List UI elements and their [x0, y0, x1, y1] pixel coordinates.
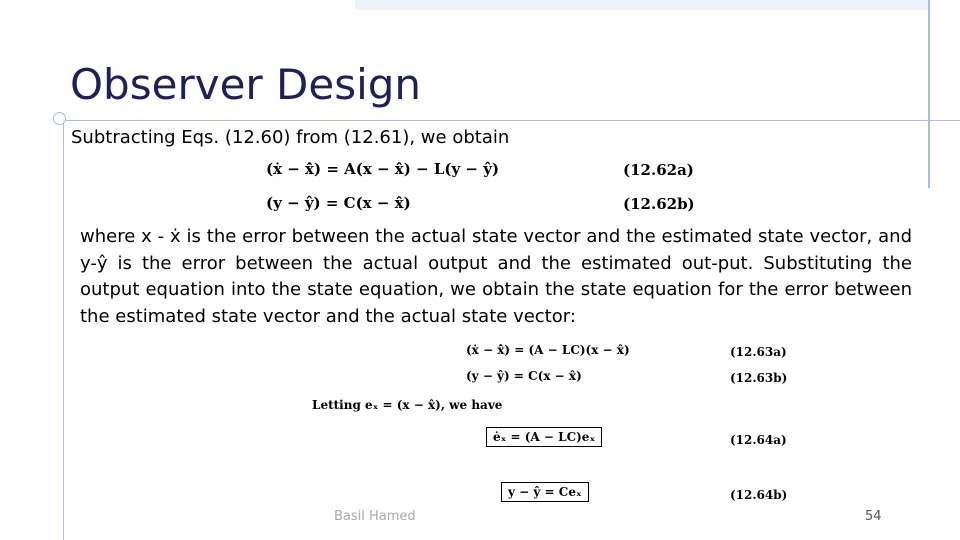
- equation-label-12-63b: (12.63b): [730, 371, 788, 385]
- footer-author: Basil Hamed: [334, 509, 416, 524]
- slide-title: Observer Design: [70, 60, 422, 109]
- left-decoration-line: [63, 113, 64, 540]
- equation-label-12-64a: (12.64a): [730, 433, 787, 447]
- equation-12-63a: (ẋ − x̂̇) = (A − LC)(x − x̂): [466, 343, 630, 357]
- equation-label-12-63a: (12.63a): [730, 345, 787, 359]
- letting-text: Letting eₓ = (x − x̂), we have: [312, 398, 503, 412]
- equation-label-12-64b: (12.64b): [730, 488, 788, 502]
- top-decoration-bar: [355, 0, 930, 10]
- body-paragraph: where x - ẋ is the error between the actual state vector and the estimated state vector, and y-ŷ is the error between the actual output and the estimated out-put. Substituting the output equation into the state equation, we obtain the state equation for the error between the estimated state vector and the actual state vector:: [80, 226, 912, 327]
- page-number: 54: [865, 509, 882, 524]
- equation-block-12-63-12-64: [306, 340, 794, 516]
- equation-block-12-62: [248, 154, 695, 218]
- equation-12-64a: ėₓ = (A − LC)eₓ: [486, 427, 602, 447]
- title-underline: [55, 120, 960, 121]
- decoration-ring: [53, 112, 66, 125]
- equation-label-12-62b: (12.62b): [623, 195, 695, 213]
- equation-12-63b: (y − ŷ) = C(x − x̂): [466, 369, 582, 383]
- equation-label-12-62a: (12.62a): [623, 161, 694, 179]
- equation-12-62b: (y − ŷ) = C(x − x̂): [266, 194, 411, 212]
- equation-12-64b: y − ŷ = Ceₓ: [501, 482, 589, 502]
- right-decoration-line: [928, 0, 930, 188]
- slide-subtitle: Subtracting Eqs. (12.60) from (12.61), we obtain: [71, 127, 510, 148]
- equation-12-62a: (ẋ − x̂̇) = A(x − x̂) − L(y − ŷ): [266, 160, 500, 178]
